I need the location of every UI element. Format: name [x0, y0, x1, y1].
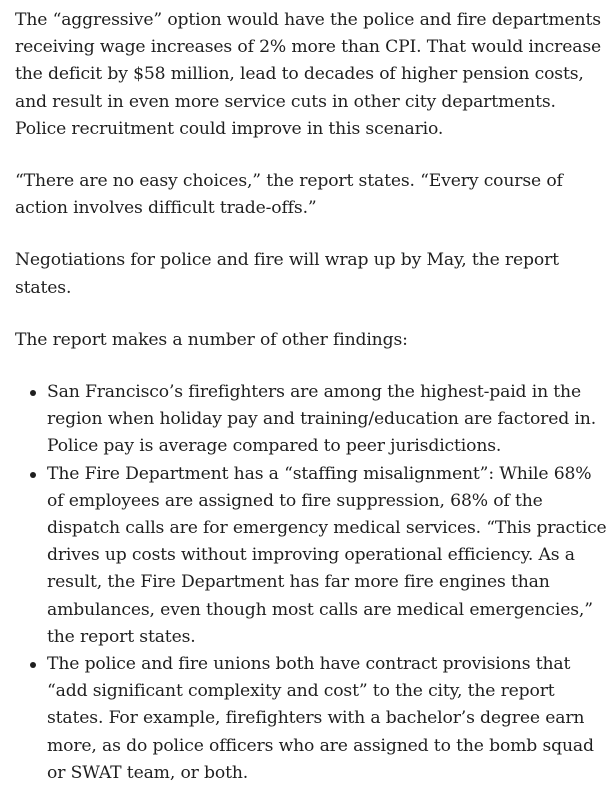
paragraph-negotiations: Negotiations for police and fire will wrap up by May, the report states.	[15, 250, 559, 298]
bullet-icon	[30, 390, 36, 396]
paragraph-no-easy-choices: “There are no easy choices,” the report states. “Every course of action involves difficult trade-offs.”	[15, 171, 563, 219]
list-item	[15, 379, 607, 461]
list-item	[15, 651, 607, 787]
paragraph-aggressive-option: The “aggressive” option would have the police and fire departments receiving wage increases of 2% more than CPI. That would increase the deficit by $58 million, lead to decades of higher pension costs, and result in even more service cuts in other city departments. Police recruitment could improve in this scenario.	[15, 10, 602, 139]
bullet-icon	[30, 472, 36, 478]
list-item-text: San Francisco’s firefighters are among the highest-paid in the region when holiday pay and training/education are factored in. Police pay is average compared to peer jurisdictions.	[47, 382, 597, 457]
paragraph-other-findings: The report makes a number of other findings:	[15, 329, 408, 350]
findings-list	[15, 379, 607, 787]
article-body	[15, 7, 607, 787]
bullet-icon	[30, 662, 36, 668]
list-item	[15, 461, 607, 651]
list-item-text: The Fire Department has a “staffing misalignment”: While 68% of employees are assigned to fire suppression, 68% of the dispatch calls are for emergency medical services. “This practice drives up costs without improving operational efficiency. As a result, the Fire Department has far more fire engines than ambulances, even though most calls are medical emergencies,” the report states.	[47, 463, 607, 647]
list-item-text: The police and fire unions both have contract provisions that “add significant complexity and cost” to the city, the report states. For example, firefighters with a bachelor’s degree earn more, as do police officers who are assigned to the bomb squad or SWAT team, or both.	[47, 654, 594, 783]
